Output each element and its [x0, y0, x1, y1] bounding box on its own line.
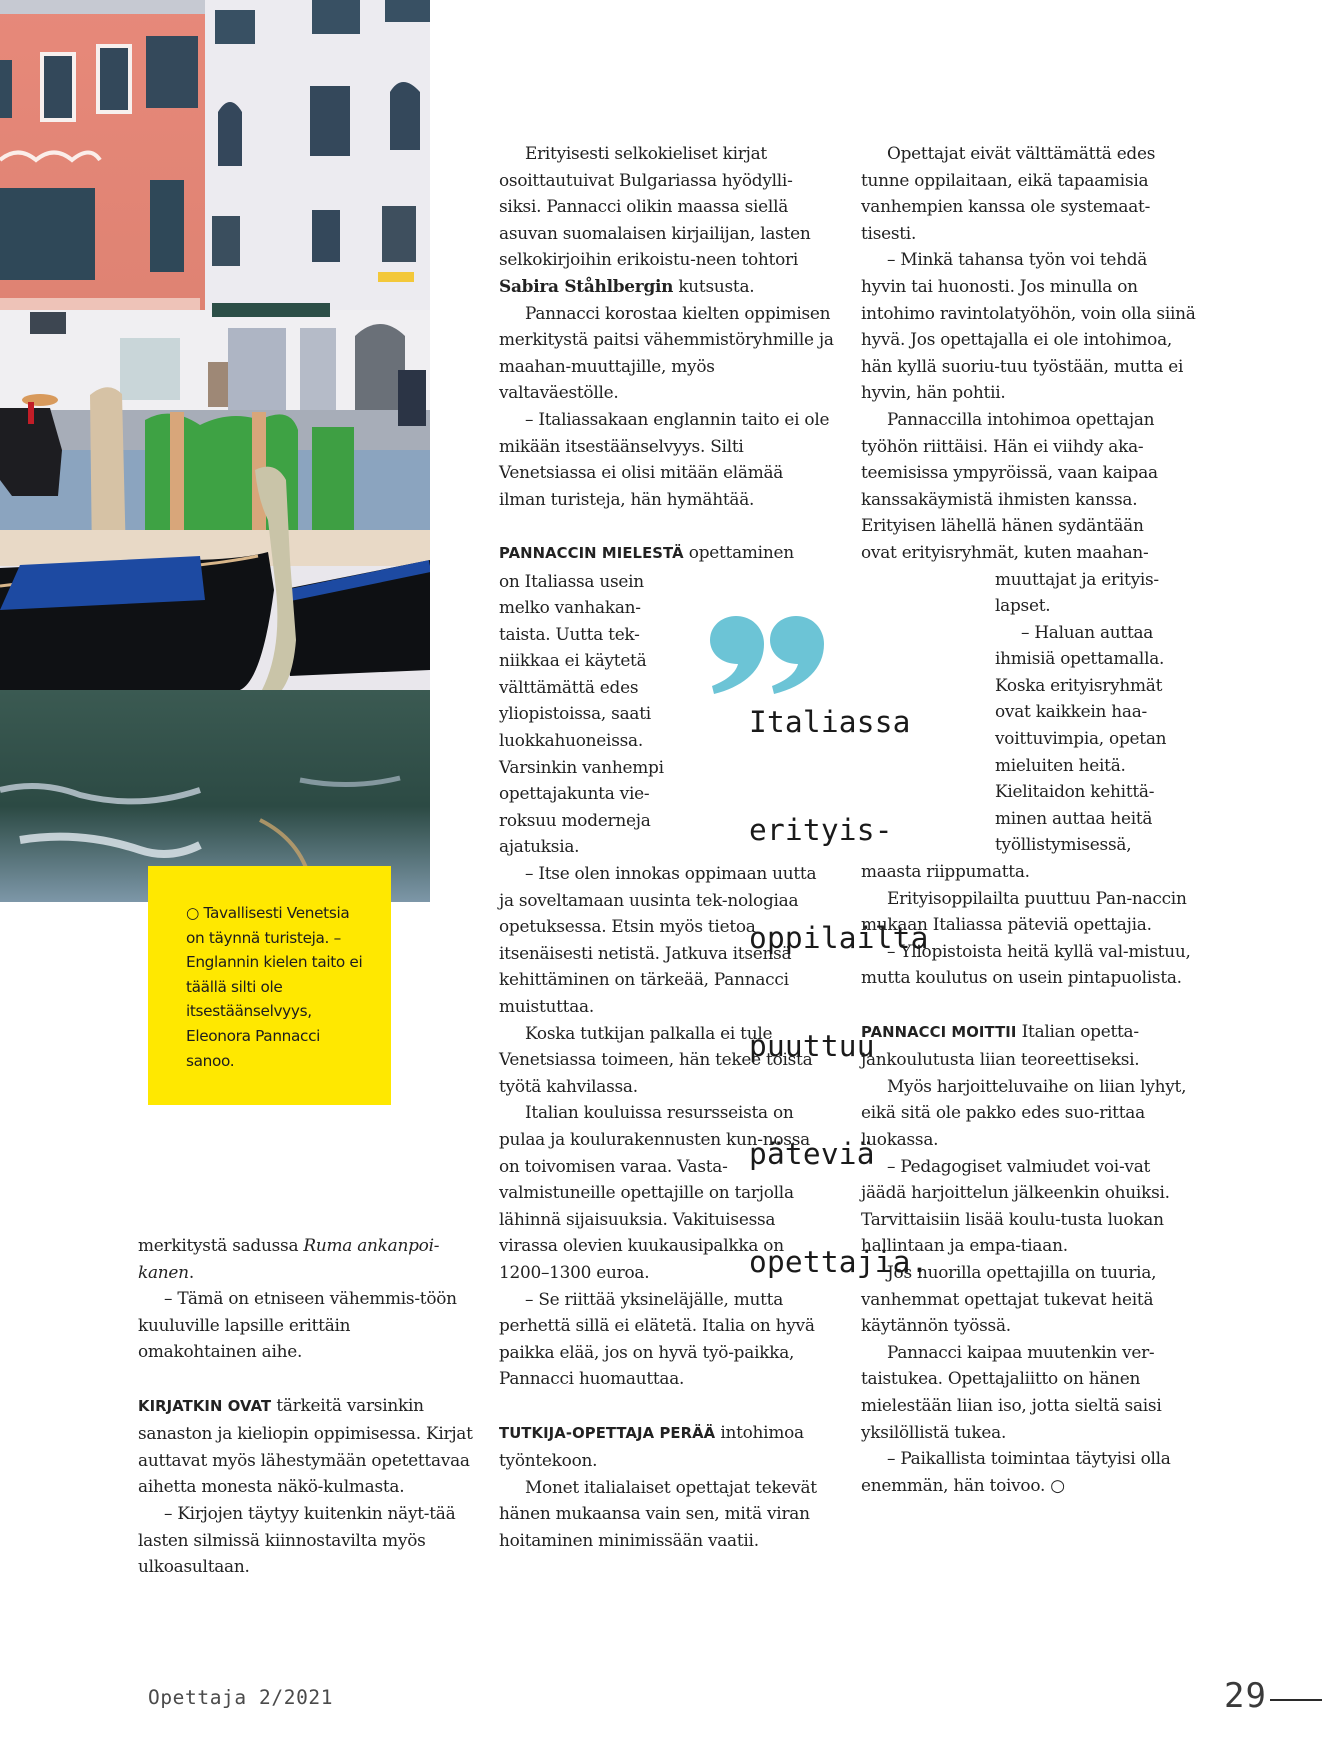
paragraph: [499, 140, 834, 300]
text-line: yliopistoissa, saati: [499, 703, 651, 724]
paragraph: – Tämä on etniseen vähemmis-töön kuuluville lapsille erittäin omakohtainen aihe.: [138, 1288, 457, 1362]
paragraph: – Italiassakaan englannin taito ei ole mikään itsestäänselvyys. Silti Venetsiassa ei olisi mitään elämää ilman turisteja, hän hymähtää.: [499, 408, 830, 509]
text-line: kanssakäymistä ihmisten kanssa.: [861, 488, 1138, 509]
text-run: opettaminen: [683, 541, 794, 562]
pull-quote-line: oppilailta: [749, 921, 929, 955]
paragraph: – Se riittää yksineläjälle, mutta perhettä sillä ei elätetä. Italia on hyvä paikka elää, jos on hyvä työ-paikka, Pannacci huomauttaa.: [499, 1288, 815, 1389]
text-line: [499, 539, 834, 568]
text-run: tärkeitä varsinkin sanaston ja kieliopin oppimisessa. Kirjat auttavat myös lähestymään opetettavaa aihetta monesta näkö-kulmasta.: [138, 1394, 473, 1497]
section-lead: TUTKIJA-OPETTAJA PERÄÄ: [499, 1424, 716, 1442]
text-run: Italian opetta-jankoulutusta liian teoreettiseksi.: [861, 1020, 1140, 1070]
paragraph: [138, 1392, 473, 1500]
photo-caption-box: [148, 866, 391, 1105]
text-line: Pannaccilla intohimoa opettajan: [887, 408, 1155, 429]
text-line: ovat erityisryhmät, kuten maahan-: [861, 541, 1149, 562]
text-line: niikkaa ei käytetä: [499, 650, 647, 671]
text-line: Koska erityisryhmät: [995, 674, 1163, 695]
paragraph: – Itse olen innokas oppimaan uutta ja soveltamaan uusinta tek-nologiaa opetuksessa. Etsin myös tietoa itsenäisesti netistä. Jatkuva itsensä kehittäminen on tärkeää, Pannacci muistuttaa.: [499, 863, 817, 1016]
text-run: Erityisesti selkokieliset kirjat osoittautuivat Bulgariassa hyödylli-siksi. Pannacci olikin maassa siellä asuvan suomalaisen kirjailijan, lasten selkokirjoihin erikoistu-neen tohtori: [499, 143, 811, 270]
text-line: minen auttaa heitä: [995, 807, 1153, 828]
section-lead: PANNACCI MOITTII: [861, 1023, 1017, 1041]
text-line: Varsinkin vanhempi: [499, 756, 664, 777]
venice-photo: [0, 0, 430, 902]
paragraph: [499, 1419, 834, 1474]
paragraph: Pannacci kaipaa muutenkin ver-taistukea. Opettajaliitto on hänen mielestään liian iso, jotta sieltä saisi yksilöllistä tukea.: [861, 1341, 1162, 1442]
text-line: voittuvimpia, opetan: [995, 728, 1167, 749]
text-line: opettajakunta vie-: [499, 783, 650, 804]
pull-quote-line: puuttuu: [749, 1029, 875, 1063]
text-run: kutsusta.: [673, 275, 755, 296]
article-column-left: [138, 1232, 473, 1580]
text-line: lapset.: [995, 595, 1051, 616]
pull-quote: [749, 632, 929, 1316]
pull-quote-line: erityis-: [749, 813, 893, 847]
paragraph: – Paikallista toimintaa täytyisi olla enemmän, hän toivoo. ○: [861, 1448, 1171, 1495]
paragraph: Jos nuorilla opettajilla on tuuria, vanhemmat opettajat tukevat heitä käytännön työssä.: [861, 1261, 1157, 1336]
text-run: .: [188, 1261, 194, 1282]
text-line: teemisissa ympyröissä, vaan kaipaa: [861, 462, 1158, 483]
person-name: Sabira Ståhlbergin: [499, 275, 674, 296]
text-run: intohimoa työntekoon.: [499, 1421, 804, 1471]
paragraph: – Pedagogiset valmiudet voi-vat jäädä harjoittelun jälkeenkin ohuiksi. Tarvittaisiin lisää koulu-tusta luokan hallintaan ja empa-tiaan.: [861, 1155, 1170, 1256]
text-line: Kielitaidon kehittä-: [995, 781, 1155, 802]
magazine-issue: Opettaja 2/2021: [148, 1686, 334, 1709]
paragraph: Erityisoppilailta puuttuu Pan-naccin mukaan Italiassa päteviä opettajia.: [861, 887, 1187, 935]
paragraph: Monet italialaiset opettajat tekevät hänen mukaansa vain sen, mitä viran hoitaminen minimissään vaatii.: [499, 1476, 817, 1550]
pull-quote-line: Italiassa: [749, 705, 911, 739]
text-line: mieluiten heitä.: [995, 754, 1126, 775]
paragraph: [861, 406, 1196, 619]
text-line: luokkahuoneissa.: [499, 730, 643, 751]
pull-quote-line: opettajia.: [749, 1245, 929, 1279]
text-line: maasta riippumatta.: [861, 861, 1030, 882]
pull-quote-line: päteviä: [749, 1137, 875, 1171]
text-line: on Italiassa usein: [499, 570, 644, 591]
paragraph: – Minkä tahansa työn voi tehdä hyvin tai huonosti. Jos minulla on intohimo ravintolatyöhön, voin olla siinä hyvä. Jos opettajalla ei ole intohimoa, hän kyllä suoriu-tuu työstään, mutta ei hyvin, hän pohtii.: [861, 249, 1196, 403]
footer-rule: [1270, 1699, 1322, 1701]
section-lead: KIRJATKIN OVAT: [138, 1397, 272, 1415]
text-run: merkitystä sadussa: [138, 1235, 304, 1255]
paragraph: Pannacci korostaa kielten oppimisen merkitystä paitsi vähemmistöryhmille ja maahan-muuttajille, myös valtaväestölle.: [499, 302, 834, 403]
text-line: ovat kaikkein haa-: [995, 701, 1147, 722]
text-line: – Haluan auttaa: [1021, 621, 1154, 642]
text-line: muuttajat ja erityis-: [995, 568, 1159, 589]
text-line: Erityisen lähellä hänen sydäntään: [861, 515, 1144, 536]
paragraph: – Yliopistoista heitä kyllä val-mistuu, mutta koulutus on usein pintapuolista.: [861, 940, 1191, 988]
paragraph: – Kirjojen täytyy kuitenkin näyt-tää lasten silmissä kiinnostavilta myös ulkoasultaan.: [138, 1502, 456, 1577]
paragraph: Myös harjoitteluvaihe on liian lyhyt, eikä sitä ole pakko edes suo-rittaa luokassa.: [861, 1075, 1187, 1149]
text-line: välttämättä edes: [499, 676, 639, 697]
text-line: ajatuksia.: [499, 836, 580, 857]
text-line: taista. Uutta tek-: [499, 623, 640, 644]
section-lead: PANNACCIN MIELESTÄ: [499, 544, 684, 562]
page-number: 29: [1224, 1676, 1267, 1716]
text-line: melko vanhakan-: [499, 597, 641, 618]
text-line: työllistymisessä,: [995, 834, 1132, 855]
venice-canal-gondola-image: [0, 0, 430, 902]
paragraph: Koska tutkijan palkalla ei tule Venetsiassa toimeen, hän tekee toista työtä kahvilassa.: [499, 1022, 813, 1096]
text-line: työhön riittäisi. Hän ei viihdy aka-: [861, 435, 1144, 456]
text-line: ihmisiä opettamalla.: [995, 648, 1165, 669]
text-line: roksuu moderneja: [499, 809, 651, 830]
book-title: Ruma ankanpoi-kanen: [138, 1235, 440, 1282]
paragraph: [138, 1232, 473, 1285]
photo-caption-text: ○ Tavallisesti Venetsia on täynnä turisteja. – Englannin kielen taito ei täällä silti ole itsestäänselvyys, Eleonora Pannacci sanoo.: [186, 904, 363, 1070]
paragraph: Opettajat eivät välttämättä edes tunne oppilaitaan, eikä tapaamisia vanhempien kanssa ole systemaat-tisesti.: [861, 143, 1156, 243]
paragraph: Italian kouluissa resursseista on pulaa ja koulurakennusten kun-nossa on toivomisen varaa. Vasta-valmistuneille opettajille on tarjolla lähinnä sijaisuuksia. Vakituisessa virassa olevien kuukausipalkka on 1200–1300 euroa.: [499, 1102, 810, 1282]
